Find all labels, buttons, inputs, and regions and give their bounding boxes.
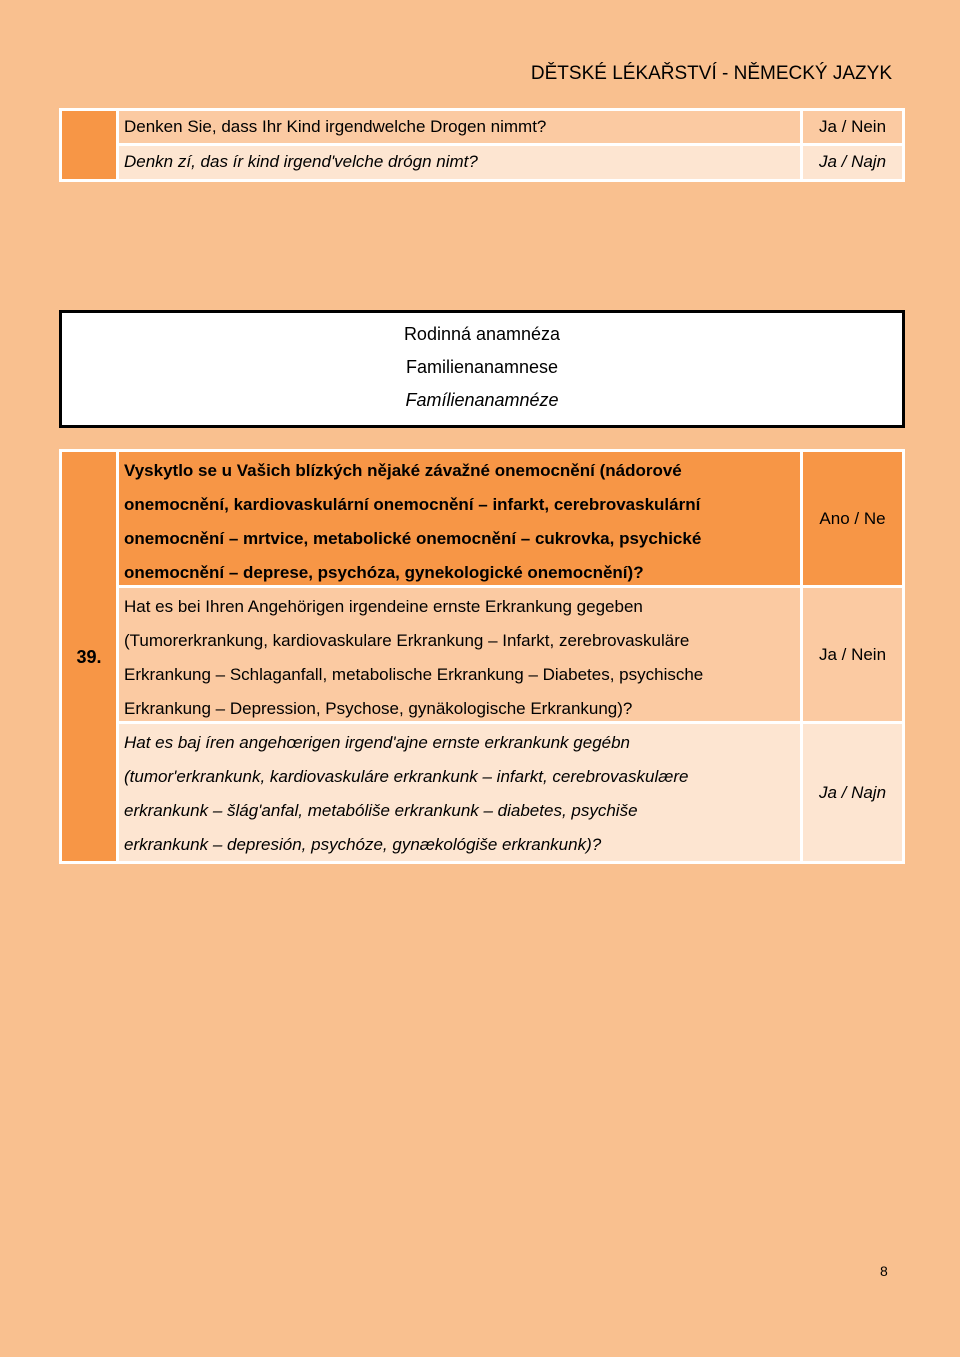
answer-text-de: Ja / Nein	[818, 117, 887, 136]
text-line: Hat es bei Ihren Angehörigen irgendeine ernste Erkrankung gegeben	[124, 597, 643, 616]
question-39-table	[59, 449, 905, 864]
answer-cell-de	[803, 111, 902, 143]
question-text-cz	[124, 454, 701, 590]
text-line: erkrankunk – depresión, psychóze, gynækológiše erkrankunk)?	[124, 835, 602, 854]
text-line: Vyskytlo se u Vašich blízkých nějaké závažné onemocnění (nádorové	[124, 461, 682, 480]
question-number-cell	[62, 111, 116, 179]
section-title-de: Familienanamnese	[405, 357, 559, 377]
text-line: (tumor'erkrankunk, kardiovaskuláre erkrankunk – infarkt, cerebrovaskulære	[124, 767, 689, 786]
text-line: (Tumorerkrankung, kardiovaskulare Erkrankung – Infarkt, zerebrovaskuläre	[124, 631, 690, 650]
question-cell-de	[119, 111, 800, 143]
page-number: 8	[880, 1263, 888, 1279]
text-line: Hat es baj íren angehœrigen irgend'ajne ernste erkrankunk gegébn	[124, 733, 631, 752]
text-line: onemocnění – mrtvice, metabolické onemocnění – cukrovka, psychické	[124, 529, 702, 548]
text-line: Erkrankung – Depression, Psychose, gynäkologische Erkrankung)?	[124, 699, 633, 718]
section-title-cz: Rodinná anamnéza	[403, 324, 561, 344]
top-question-table	[59, 108, 905, 182]
question-text-de	[124, 590, 703, 726]
question-number: 39.	[76, 647, 102, 667]
question-cell-de	[119, 588, 800, 721]
question-cell-phonetic	[119, 146, 800, 179]
answer-text-phonetic: Ja / Najn	[818, 782, 887, 802]
answer-text-phonetic: Ja / Najn	[818, 152, 887, 171]
question-text-phonetic: Denkn zí, das ír kind irgend'velche drógn nimt?	[124, 152, 478, 171]
text-line: erkrankunk – šlág'anfal, metabóliše erkrankunk – diabetes, psychiše	[124, 801, 638, 820]
answer-cell-de	[803, 588, 902, 721]
question-number-cell	[62, 452, 116, 861]
answer-cell-cz	[803, 452, 902, 585]
question-cell-phonetic	[119, 724, 800, 861]
section-title-phonetic: Famílienanamnéze	[405, 390, 559, 410]
answer-text-de: Ja / Nein	[818, 644, 887, 664]
question-text-de: Denken Sie, dass Ihr Kind irgendwelche Drogen nimmt?	[124, 117, 547, 136]
document-header-title: DĚTSKÉ LÉKAŘSTVÍ - NĚMECKÝ JAZYK	[530, 63, 892, 84]
section-heading-box	[59, 310, 905, 428]
answer-text-cz: Ano / Ne	[819, 508, 886, 528]
text-line: onemocnění – deprese, psychóza, gynekologické onemocnění)?	[124, 563, 644, 582]
answer-cell-phonetic	[803, 724, 902, 861]
answer-cell-phonetic	[803, 146, 902, 179]
text-line: Erkrankung – Schlaganfall, metabolische Erkrankung – Diabetes, psychische	[124, 665, 704, 684]
question-cell-cz	[119, 452, 800, 585]
text-line: onemocnění, kardiovaskulární onemocnění – infarkt, cerebrovaskulární	[124, 495, 701, 514]
question-text-phonetic	[124, 726, 688, 862]
